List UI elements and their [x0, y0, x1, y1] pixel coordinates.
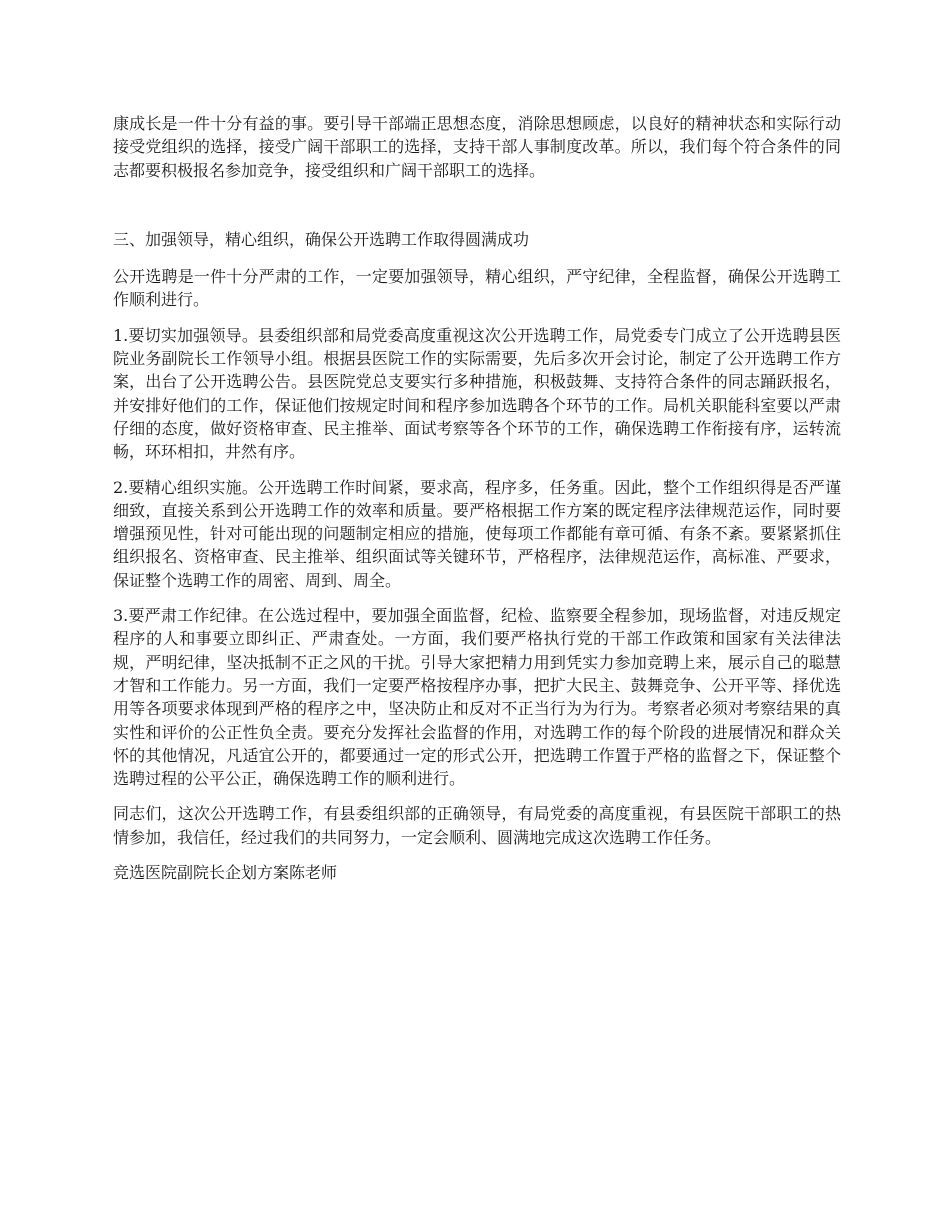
document-body	[113, 112, 841, 884]
section-intro-paragraph: 公开选聘是一件十分严肃的工作，一定要加强领导，精心组织，严守纪律，全程监督，确保公开选聘工作顺利进行。	[113, 267, 841, 310]
document-footer-title: 竞选医院副院长企划方案陈老师	[113, 863, 338, 883]
list-item-3: 3.要严肃工作纪律。在公选过程中，要加强全面监督，纪检、监察要全程参加，现场监督，对违反规定程序的人和事要立即纠正、严肃查处。一方面，我们要严格执行党的干部工作政策和国家有关法律法规，严明纪律，坚决抵制不正之风的干扰。引导大家把精力用到凭实力参加竞聘上来，展示自己的聪慧才智和工作能力。另一方面，我们一定要严格按程序办事，把扩大民主、鼓舞竞争、公开平等、择优选用等各项要求体现到严格的程序之中，坚决防止和反对不正当行为为行为。考察者必须对考察结果的真实性和评价的公正性负全责。要充分发挥社会监督的作用，对选聘工作的每个阶段的进展情况和群众关怀的其他情况，凡适宜公开的，都要通过一定的形式公开，把选聘工作置于严格的监督之下，保证整个选聘过程的公平公正，确保选聘工作的顺利进行。	[113, 606, 841, 789]
paragraph-continuation: 康成长是一件十分有益的事。要引导干部端正思想态度，消除思想顾虑，以良好的精神状态和实际行动接受党组织的选择，接受广阔干部职工的选择，支持干部人事制度改革。所以，我们每个符合条件的同志都要积极报名参加竞争，接受组织和广阔干部职工的选择。	[113, 114, 841, 180]
section-heading-3: 三、加强领导，精心组织，确保公开选聘工作取得圆满成功	[113, 229, 530, 249]
closing-paragraph: 同志们，这次公开选聘工作，有县委组织部的正确领导，有局党委的高度重视，有县医院干部职工的热情参加，我信任，经过我们的共同努力，一定会顺利、圆满地完成这次选聘工作任务。	[113, 804, 841, 847]
list-item-1: 1.要切实加强领导。县委组织部和局党委高度重视这次公开选聘工作，局党委专门成立了公开选聘县医院业务副院长工作领导小组。根据县医院工作的实际需要，先后多次开会讨论，制定了公开选聘工作方案，出台了公开选聘公告。县医院党总支要实行多种措施，积极鼓舞、支持符合条件的同志踊跃报名，并安排好他们的工作，保证他们按规定时间和程序参加选聘各个环节的工作。局机关职能科室要以严肃仔细的态度，做好资格审查、民主推举、面试考察等各个环节的工作，确保选聘工作衔接有序，运转流畅，环环相扣，井然有序。	[113, 325, 841, 462]
list-item-2: 2.要精心组织实施。公开选聘工作时间紧，要求高，程序多，任务重。因此，整个工作组织得是否严谨细致，直接关系到公开选聘工作的效率和质量。要严格根据工作方案的既定程序法律规范运作，同时要增强预见性，针对可能出现的问题制定相应的措施，使每项工作都能有章可循、有条不紊。要紧紧抓住组织报名、资格审查、民主推举、组织面试等关键环节，严格程序，法律规范运作，高标准、严要求，保证整个选聘工作的周密、周到、周全。	[113, 477, 841, 590]
